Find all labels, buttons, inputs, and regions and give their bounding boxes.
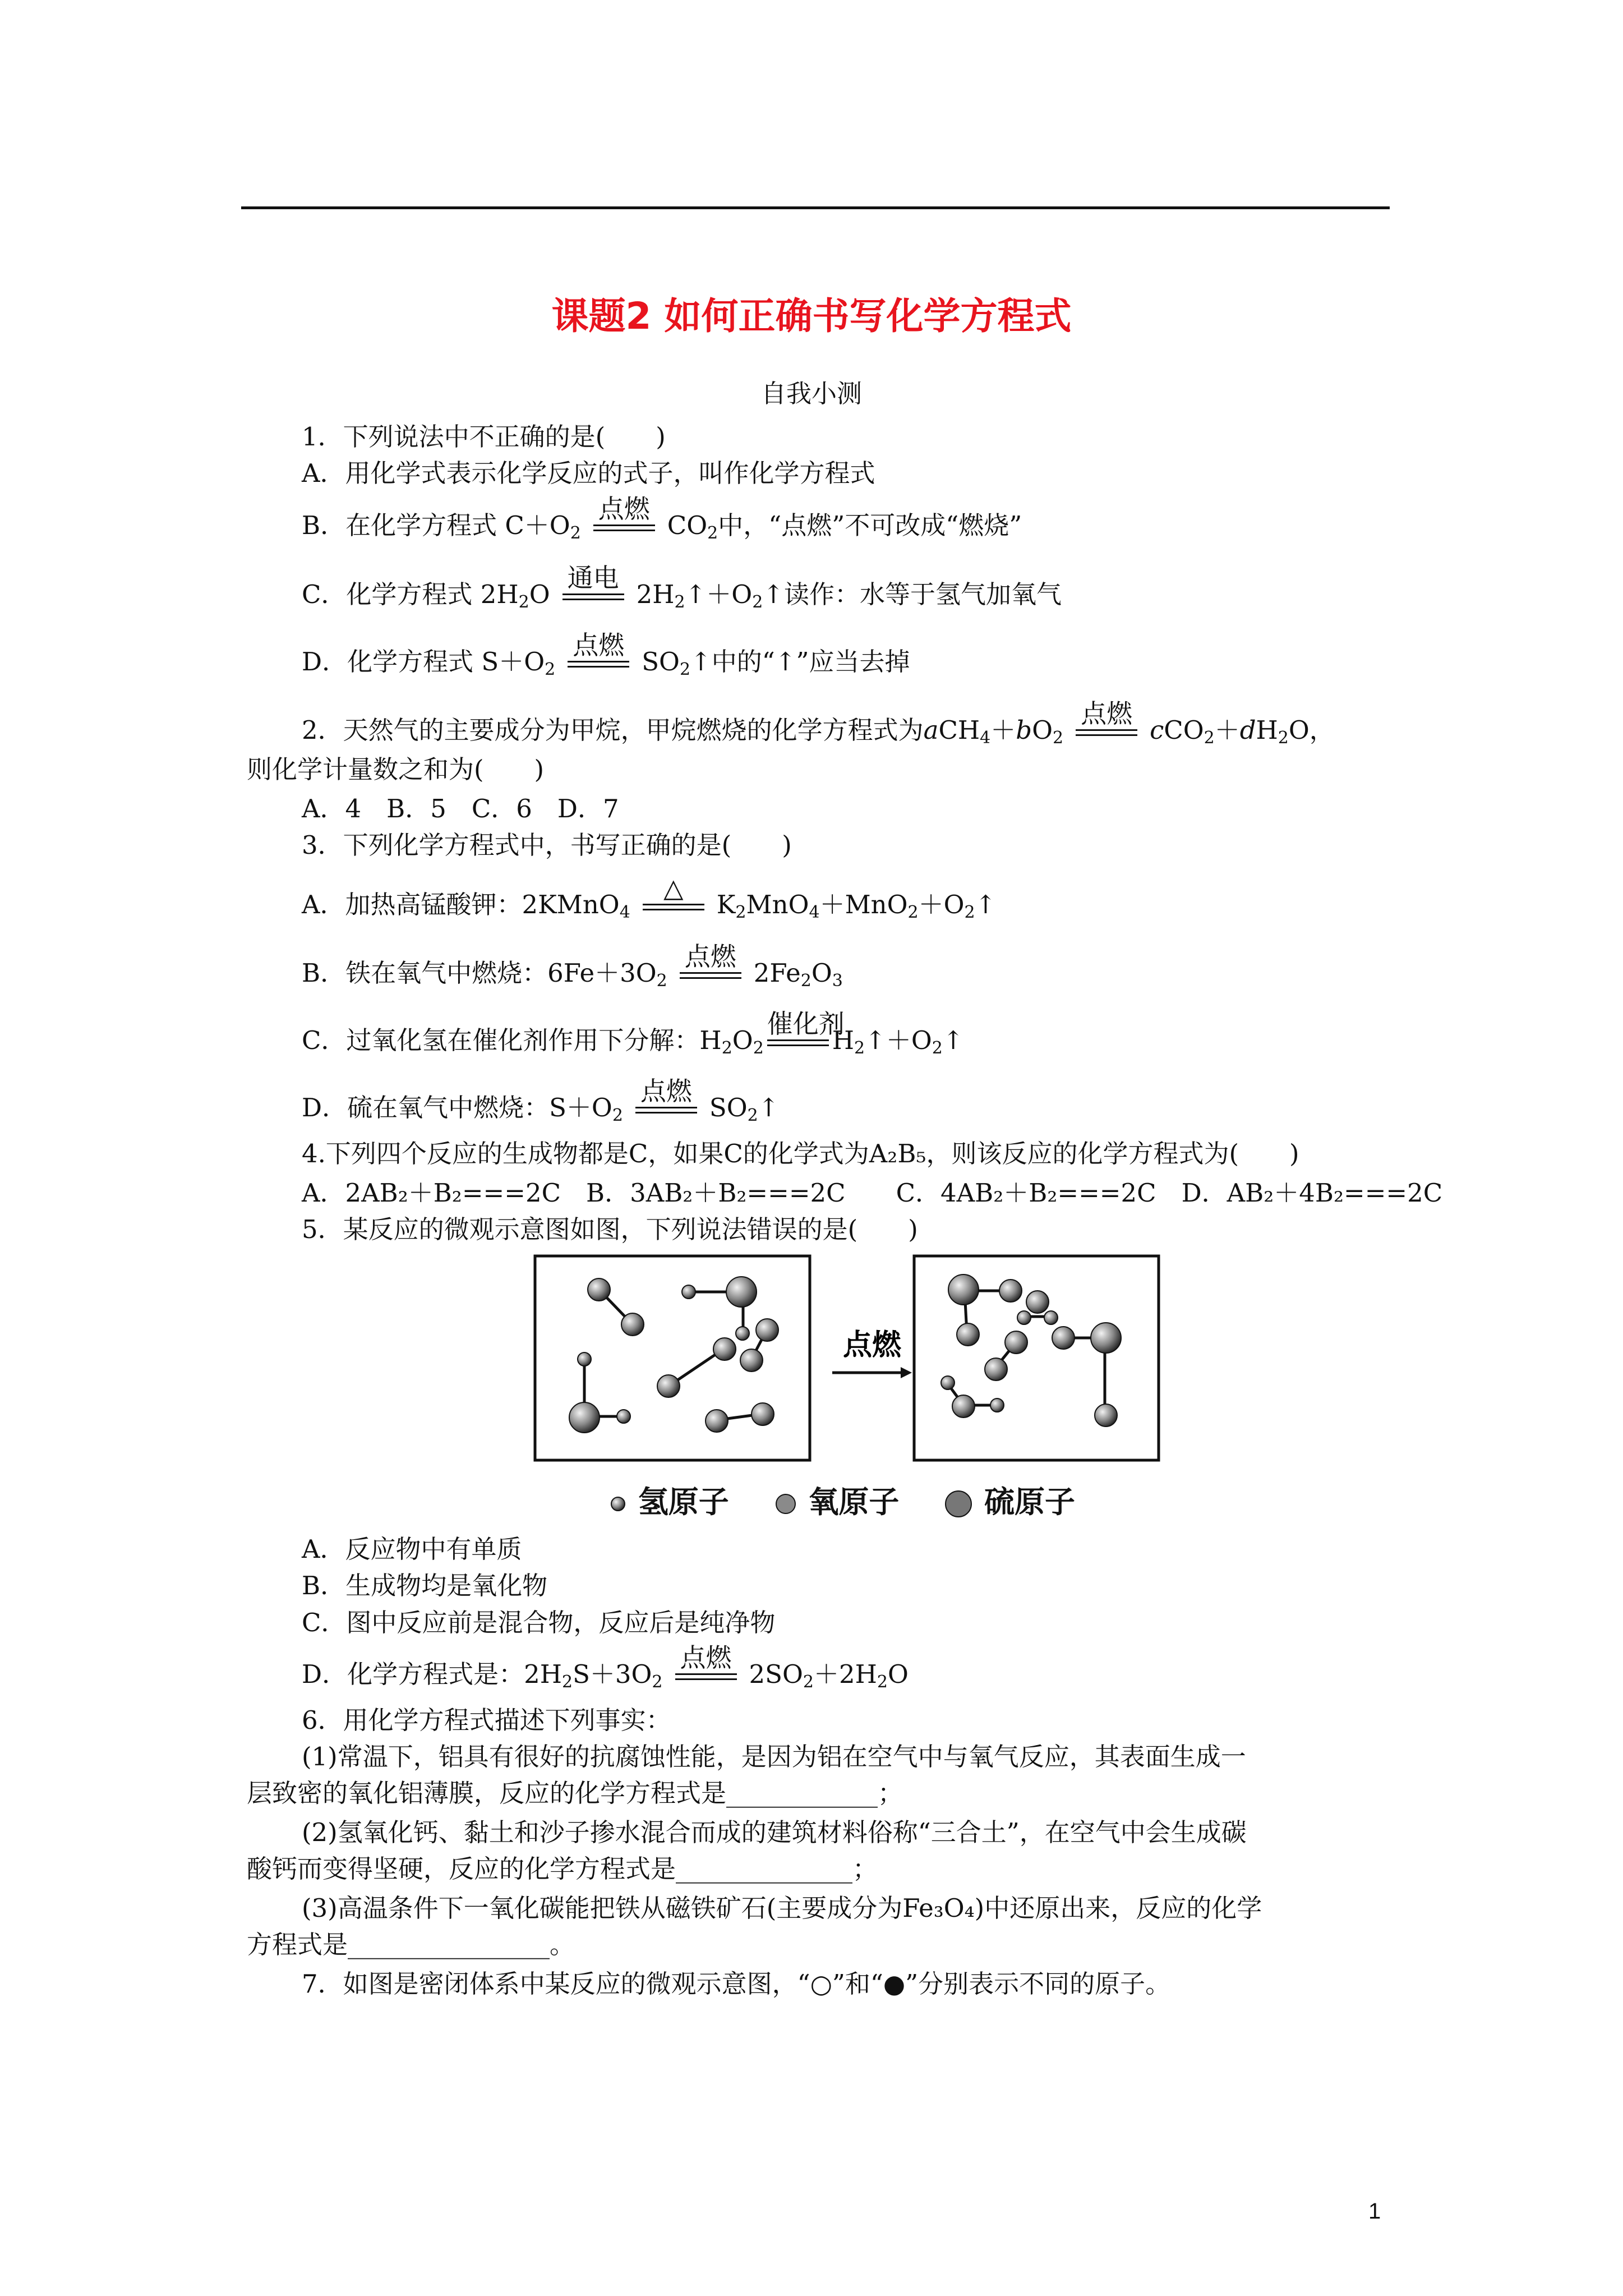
oxygen-atom	[1005, 1331, 1027, 1354]
sulfur-atom	[1091, 1323, 1121, 1353]
oxygen-atom	[706, 1410, 728, 1432]
q5-diagram-legend	[608, 1478, 1109, 1521]
q3-stem: 3．下列化学方程式中，书写正确的是( )	[302, 830, 792, 860]
hydrogen-atom	[1017, 1311, 1031, 1324]
q5-option-a: A．反应物中有单质	[302, 1534, 522, 1564]
oxygen-atom	[740, 1349, 763, 1372]
oxygen-atom	[1052, 1327, 1075, 1349]
oxygen-atom	[952, 1395, 975, 1418]
q5-option-d: D．化学方程式是：$2H_2S+3O_2$ 点燃 $2SO_2+2H_2O$	[302, 1642, 909, 1692]
oxygen-atom	[751, 1403, 774, 1425]
hydrogen-legend-icon	[611, 1497, 625, 1511]
hydrogen-atom	[682, 1285, 695, 1299]
q1-option-a: A．用化学式表示化学反应的式子，叫作化学方程式	[302, 458, 875, 488]
q6-part3-line2: 方程式是________________。	[247, 1930, 575, 1959]
oxygen-atom	[621, 1313, 644, 1336]
hydrogen-atom	[941, 1376, 955, 1389]
q1-stem: 1．下列说法中不正确的是( )	[302, 422, 666, 452]
oxygen-atom	[1026, 1291, 1049, 1313]
legend-oxygen: 氧原子	[808, 1484, 900, 1520]
oxygen-atom	[957, 1323, 979, 1346]
q3-a-condition: △	[643, 890, 704, 920]
sulfur-legend-icon	[946, 1491, 971, 1517]
legend-sulfur: 硫原子	[984, 1484, 1076, 1520]
q3-option-c: C．过氧化氢在催化剂作用下分解：$H_2O_2$ 催化剂 $H_2↑+O_2↑$	[302, 1009, 964, 1058]
q4-stem: 4.下列四个反应的生成物都是C，如果C的化学式为A₂B₅，则该反应的化学方程式为( )	[302, 1139, 1299, 1168]
q6-part2-line1: (2)氢氧化钙、黏土和沙子掺水混合而成的建筑材料俗称“三合土”，在空气中会生成碳	[302, 1818, 1247, 1847]
q1-option-c: C．化学方程式 $2H_2O$ 通电 $2H_2↑+O_2↑$读作：水等于氢气加氧气	[302, 563, 1062, 612]
q3-option-a: A．加热高锰酸钾：2KMnO$_4$ △ $K_2MnO_4+MnO_2+O_2↑$	[302, 873, 997, 922]
oxygen-atom	[999, 1280, 1022, 1302]
q4-options: A．2AB₂＋B₂===2C B．3AB₂＋B₂===2C C．4AB₂＋B₂===2C D．AB₂＋4B₂===2C	[302, 1178, 1443, 1208]
sulfur-atom	[726, 1277, 757, 1307]
oxygen-atom	[657, 1375, 680, 1397]
q3-option-b: B．铁在氧气中燃烧：$6Fe+3O_2$ 点燃 $2Fe_2O_3$	[302, 941, 843, 991]
page-number: 1	[1368, 2199, 1381, 2224]
page-title: 课题2 如何正确书写化学方程式	[551, 295, 1072, 338]
hydrogen-atom	[990, 1398, 1004, 1412]
hydrogen-atom	[617, 1410, 630, 1423]
section-subtitle: 自我小测	[760, 379, 862, 408]
q5-stem: 5．某反应的微观示意图如图，下列说法错误的是( )	[302, 1214, 918, 1244]
q2-stem-cont: 则化学计量数之和为( )	[247, 754, 545, 784]
q1-option-d: D．化学方程式 $S+O_2$ 点燃 $SO_2↑$中的“↑”应当去掉	[302, 630, 910, 679]
q6-part1-line2: 层致密的氧化铝薄膜，反应的化学方程式是____________；	[247, 1778, 903, 1808]
oxygen-atom	[756, 1319, 778, 1341]
q1-b-condition: 点燃	[593, 510, 655, 541]
q3-option-d: D．硫在氧气中燃烧：$S+O_2$ 点燃 $SO_2↑$	[302, 1076, 780, 1125]
q1-c-condition: 通电	[562, 579, 624, 610]
oxygen-legend-icon	[776, 1494, 795, 1513]
q2-condition: 点燃	[1076, 715, 1137, 746]
q6-part2-line2: 酸钙而变得坚硬，反应的化学方程式是______________；	[247, 1854, 878, 1884]
q1-d-condition: 点燃	[568, 647, 629, 677]
oxygen-atom	[588, 1278, 610, 1301]
sulfur-atom	[569, 1402, 600, 1433]
hydrogen-atom	[736, 1327, 749, 1340]
q2-stem: 2．天然气的主要成分为甲烷，甲烷燃烧的化学方程式为$aCH_4+bO_2$ 点燃 $cCO_2+dH_2O$，	[302, 698, 1335, 748]
hydrogen-atom	[578, 1352, 591, 1366]
oxygen-atom	[985, 1358, 1007, 1381]
sulfur-atom	[948, 1274, 979, 1305]
q5-d-condition: 点燃	[675, 1659, 737, 1690]
legend-hydrogen: 氢原子	[638, 1484, 729, 1520]
q3-b-condition: 点燃	[680, 958, 741, 988]
q2-options: A．4 B．5 C．6 D．7	[302, 794, 619, 823]
oxygen-atom	[1095, 1404, 1117, 1427]
q3-c-condition: 催化剂	[767, 1025, 829, 1056]
q5-option-b: B．生成物均是氧化物	[302, 1571, 548, 1600]
q6-part3-line1: (3)高温条件下一氧化碳能把铁从磁铁矿石(主要成分为Fe₃O₄)中还原出来，反应的化学	[302, 1893, 1262, 1923]
header-rule	[241, 206, 1390, 209]
q1-option-b: B．在化学方程式 $C+O_2$ 点燃 $CO_2$中，“点燃”不可改成“燃烧”	[302, 494, 1022, 543]
q5-reaction-diagram	[533, 1254, 1161, 1469]
arrow-label: 点燃	[842, 1328, 902, 1362]
q3-d-condition: 点燃	[635, 1093, 697, 1123]
q5-option-c: C．图中反应前是混合物，反应后是纯净物	[302, 1608, 776, 1637]
hydrogen-atom	[1044, 1311, 1058, 1324]
q6-stem: 6．用化学方程式描述下列事实：	[302, 1705, 671, 1735]
oxygen-atom	[713, 1338, 736, 1360]
q6-part1-line1: (1)常温下，铝具有很好的抗腐蚀性能，是因为铝在空气中与氧气反应，其表面生成一	[302, 1742, 1246, 1772]
q7-stem: 7．如图是密闭体系中某反应的微观示意图，“○”和“●”分别表示不同的原子。	[302, 1969, 1171, 1999]
